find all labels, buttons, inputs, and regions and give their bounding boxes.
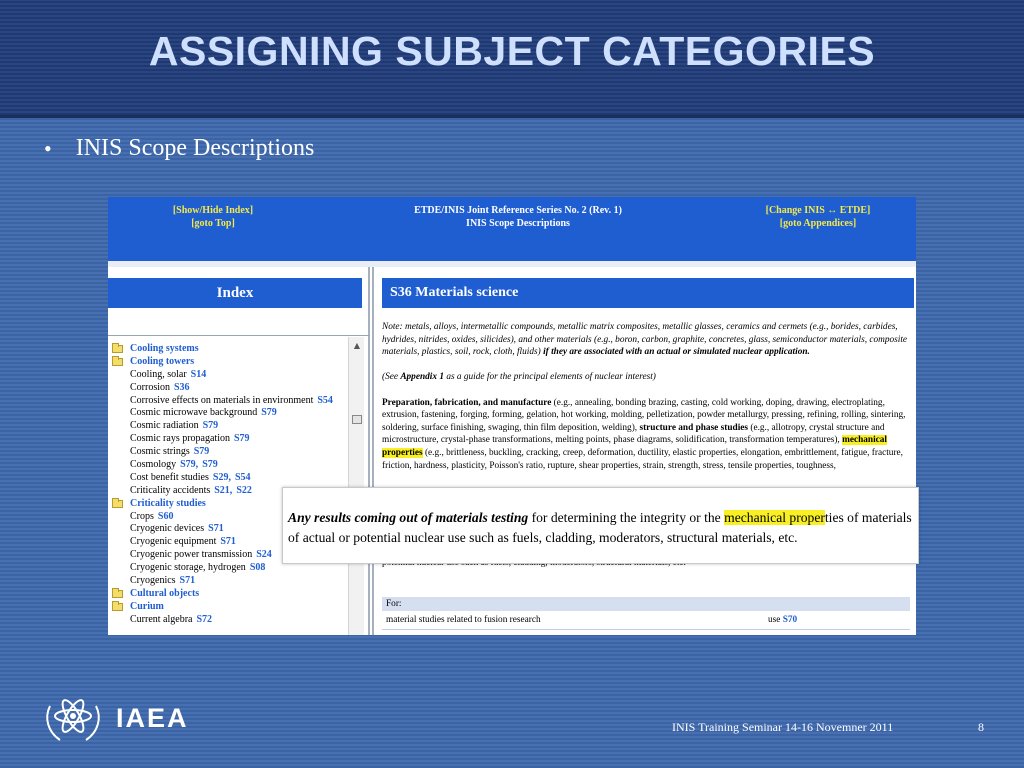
zoom-callout bbox=[282, 487, 919, 564]
series-title: ETDE/INIS Joint Reference Series No. 2 (Rev. 1) bbox=[414, 205, 622, 216]
index-item-label: Cosmic rays propagation bbox=[130, 433, 230, 445]
callout-lead: Any results coming out of materials testing bbox=[288, 510, 529, 525]
index-item-label: Criticality accidents bbox=[130, 484, 211, 496]
struct-heading: structure and phase studies bbox=[639, 422, 749, 433]
index-item-label: Crops bbox=[130, 510, 154, 522]
use-code-link[interactable]: S70 bbox=[782, 615, 798, 625]
folder-icon bbox=[112, 358, 123, 366]
index-term-item[interactable] bbox=[110, 446, 346, 459]
page-number: 8 bbox=[978, 720, 984, 734]
index-term-item[interactable] bbox=[110, 433, 346, 446]
index-term-item[interactable] bbox=[110, 395, 346, 408]
index-term-item[interactable] bbox=[110, 562, 346, 575]
index-code-link[interactable]: S79 bbox=[202, 420, 219, 432]
scope-title: INIS Scope Descriptions bbox=[466, 218, 570, 229]
index-code-link[interactable]: S72 bbox=[196, 613, 213, 625]
bullet-text: INIS Scope Descriptions bbox=[75, 135, 315, 161]
index-code-link[interactable]: S54 bbox=[234, 471, 251, 483]
table-row bbox=[382, 613, 910, 627]
index-code-link[interactable]: S79 bbox=[233, 433, 250, 445]
use-row-text: material studies related to fusion research bbox=[386, 615, 541, 625]
goto-appendices-link[interactable]: [goto Appendices] bbox=[779, 218, 857, 229]
index-item-label: Cosmology bbox=[130, 459, 177, 471]
show-hide-index-link[interactable]: [Show/Hide Index] bbox=[172, 205, 254, 216]
note-bold-text: if they are associated with an actual or simulated nuclear application. bbox=[543, 347, 810, 358]
bullet-point bbox=[44, 135, 314, 162]
top-left-links bbox=[148, 204, 278, 230]
appendix-ref-open: (See bbox=[382, 372, 398, 383]
index-item-label: Curium bbox=[130, 600, 164, 612]
index-term-item[interactable] bbox=[110, 459, 346, 472]
index-code-link[interactable]: S22 bbox=[236, 484, 252, 496]
index-code-link[interactable]: S54 bbox=[317, 394, 333, 406]
index-term-item[interactable] bbox=[110, 369, 346, 382]
index-folder-item[interactable] bbox=[110, 588, 346, 601]
folder-icon bbox=[112, 500, 123, 508]
callout-mid: for determining the integrity or the bbox=[531, 510, 721, 525]
slide-header-band bbox=[0, 0, 1024, 118]
index-term-item[interactable] bbox=[110, 614, 346, 627]
slide-title: ASSIGNING SUBJECT CATEGORIES bbox=[148, 28, 876, 74]
section-content bbox=[382, 321, 910, 485]
prep-text: (e.g., annealing, bonding brazing, casting, cold working, doping, drawing, electroplating, extrusion, fastening, forging, forming, gelation, hot working, molding, pelletization, powder metallurgy, pressing, refining, rolling, sintering, soldering, surface finishing, swaging, thin film deposition, welding), bbox=[382, 397, 906, 433]
appendix-reference bbox=[382, 371, 910, 384]
index-item-label: Current algebra bbox=[130, 613, 193, 625]
index-item-label: Corrosive effects on materials in environment bbox=[130, 394, 314, 406]
change-inis-etde-link[interactable]: [Change INIS ↔ ETDE] bbox=[765, 205, 871, 216]
index-term-item[interactable] bbox=[110, 472, 346, 485]
callout-tail: ties of materials of actual or potential nuclear use such as fuels, cladding, moderators, structural materials, etc. bbox=[288, 510, 912, 545]
index-code-link[interactable]: S29, bbox=[212, 471, 231, 483]
scroll-up-icon[interactable]: ▲ bbox=[353, 341, 361, 350]
index-code-link[interactable]: S71 bbox=[179, 575, 196, 587]
index-code-link[interactable]: S60 bbox=[157, 510, 174, 522]
index-term-item[interactable] bbox=[110, 407, 346, 420]
content-pane bbox=[372, 267, 916, 635]
index-code-link[interactable]: S71 bbox=[220, 536, 236, 548]
top-right-links bbox=[738, 204, 898, 230]
use-ref bbox=[768, 613, 797, 627]
index-code-link[interactable]: S79 bbox=[193, 446, 210, 458]
index-item-label: Cooling systems bbox=[130, 343, 199, 354]
index-divider bbox=[108, 335, 370, 336]
footer-text: INIS Training Seminar 14-16 Novemner 2011 bbox=[672, 720, 894, 734]
iaea-logo bbox=[40, 688, 189, 748]
index-item-label: Cryogenics bbox=[130, 575, 176, 587]
index-code-link[interactable]: S24 bbox=[256, 549, 272, 561]
index-item-label: Cosmic microwave background bbox=[130, 407, 258, 419]
mech-text: (e.g., brittleness, buckling, cracking, creep, deformation, ductility, elastic properties, elongation, embrittlement, fatigue, fracture, friction, hardness, plasticity, Poisson's ratio, rupture, shear properties, strain, strength, stress, tensile properties, toughness, bbox=[382, 447, 903, 471]
index-item-label: Criticality studies bbox=[130, 497, 206, 509]
reference-header-bar bbox=[108, 197, 916, 261]
folder-icon bbox=[112, 590, 123, 598]
index-title: Index bbox=[108, 278, 362, 308]
bullet-dot-icon: • bbox=[44, 135, 52, 161]
properties-highlight: properties bbox=[382, 447, 423, 458]
index-code-link[interactable]: S14 bbox=[190, 368, 207, 380]
index-folder-item[interactable] bbox=[110, 343, 346, 356]
index-code-link[interactable]: S79 bbox=[202, 459, 218, 471]
index-pane bbox=[108, 267, 370, 635]
index-code-link[interactable]: S21, bbox=[214, 484, 233, 496]
callout-highlight: mechanical proper bbox=[724, 510, 825, 525]
index-item-label: Cryogenic storage, hydrogen bbox=[130, 562, 246, 574]
browser-screenshot bbox=[108, 197, 916, 635]
note-text: Note: metals, alloys, intermetallic compounds, metallic matrix composites, metallic glasses, ceramics and cermets (e.g., borides, carbides, hydrides, nitrides, oxides, silicides), and other materials (e.g., boron, carbon, graphite, concretes, glass, semiconductor materials, composite materials, plastics, soil, rock, cloth, fluids) bbox=[382, 322, 908, 358]
goto-top-link[interactable]: [goto Top] bbox=[191, 218, 235, 229]
index-term-item[interactable] bbox=[110, 420, 346, 433]
index-folder-item[interactable] bbox=[110, 356, 346, 369]
prep-heading: Preparation, fabrication, and manufacture bbox=[382, 397, 552, 408]
index-item-label: Cosmic radiation bbox=[130, 420, 199, 432]
logo-wordmark: IAEA bbox=[116, 702, 189, 733]
struct-text: (e.g., allotropy, crystal structure and microstructure, crystal-phase transformations, melting points, phase diagrams, solidification, transformation temperatures), bbox=[382, 422, 885, 446]
use-label: use bbox=[768, 615, 781, 625]
iaea-emblem-icon bbox=[40, 688, 106, 748]
index-item-label: Cooling towers bbox=[130, 355, 195, 367]
appendix-1-link[interactable]: Appendix 1 bbox=[400, 372, 444, 383]
index-item-label: Cosmic strings bbox=[130, 446, 190, 458]
index-code-link[interactable]: S79, bbox=[180, 459, 199, 471]
index-item-label: Cryogenic power transmission bbox=[130, 549, 253, 561]
index-item-label: Corrosion bbox=[130, 381, 170, 393]
index-item-label: Cryogenic equipment bbox=[130, 536, 217, 548]
index-code-link[interactable]: S08 bbox=[249, 562, 266, 574]
index-term-item[interactable] bbox=[110, 382, 346, 395]
folder-icon bbox=[112, 603, 123, 611]
folder-icon bbox=[112, 345, 123, 353]
index-folder-item[interactable] bbox=[110, 601, 346, 614]
index-item-label: Cultural objects bbox=[130, 587, 200, 599]
scope-note bbox=[382, 321, 910, 359]
for-row: For: bbox=[382, 597, 910, 611]
index-item-label: Cost benefit studies bbox=[130, 471, 209, 483]
scope-description bbox=[382, 397, 910, 473]
index-term-item[interactable] bbox=[110, 575, 346, 588]
mechanical-highlight: mechanical bbox=[842, 435, 888, 446]
index-code-link[interactable]: S36 bbox=[174, 381, 190, 393]
index-item-label: Cryogenic devices bbox=[130, 523, 205, 535]
index-scrollbar[interactable] bbox=[348, 337, 364, 635]
scroll-thumb[interactable] bbox=[352, 415, 362, 424]
section-title: S36 Materials science bbox=[382, 278, 914, 308]
index-code-link[interactable]: S71 bbox=[208, 523, 224, 535]
appendix-ref-text: as a guide for the principal elements of nuclear interest) bbox=[446, 372, 656, 383]
reference-title bbox=[358, 204, 678, 230]
row-divider bbox=[382, 629, 910, 630]
index-code-link[interactable]: S79 bbox=[261, 407, 277, 419]
index-item-label: Cooling, solar bbox=[130, 368, 187, 380]
